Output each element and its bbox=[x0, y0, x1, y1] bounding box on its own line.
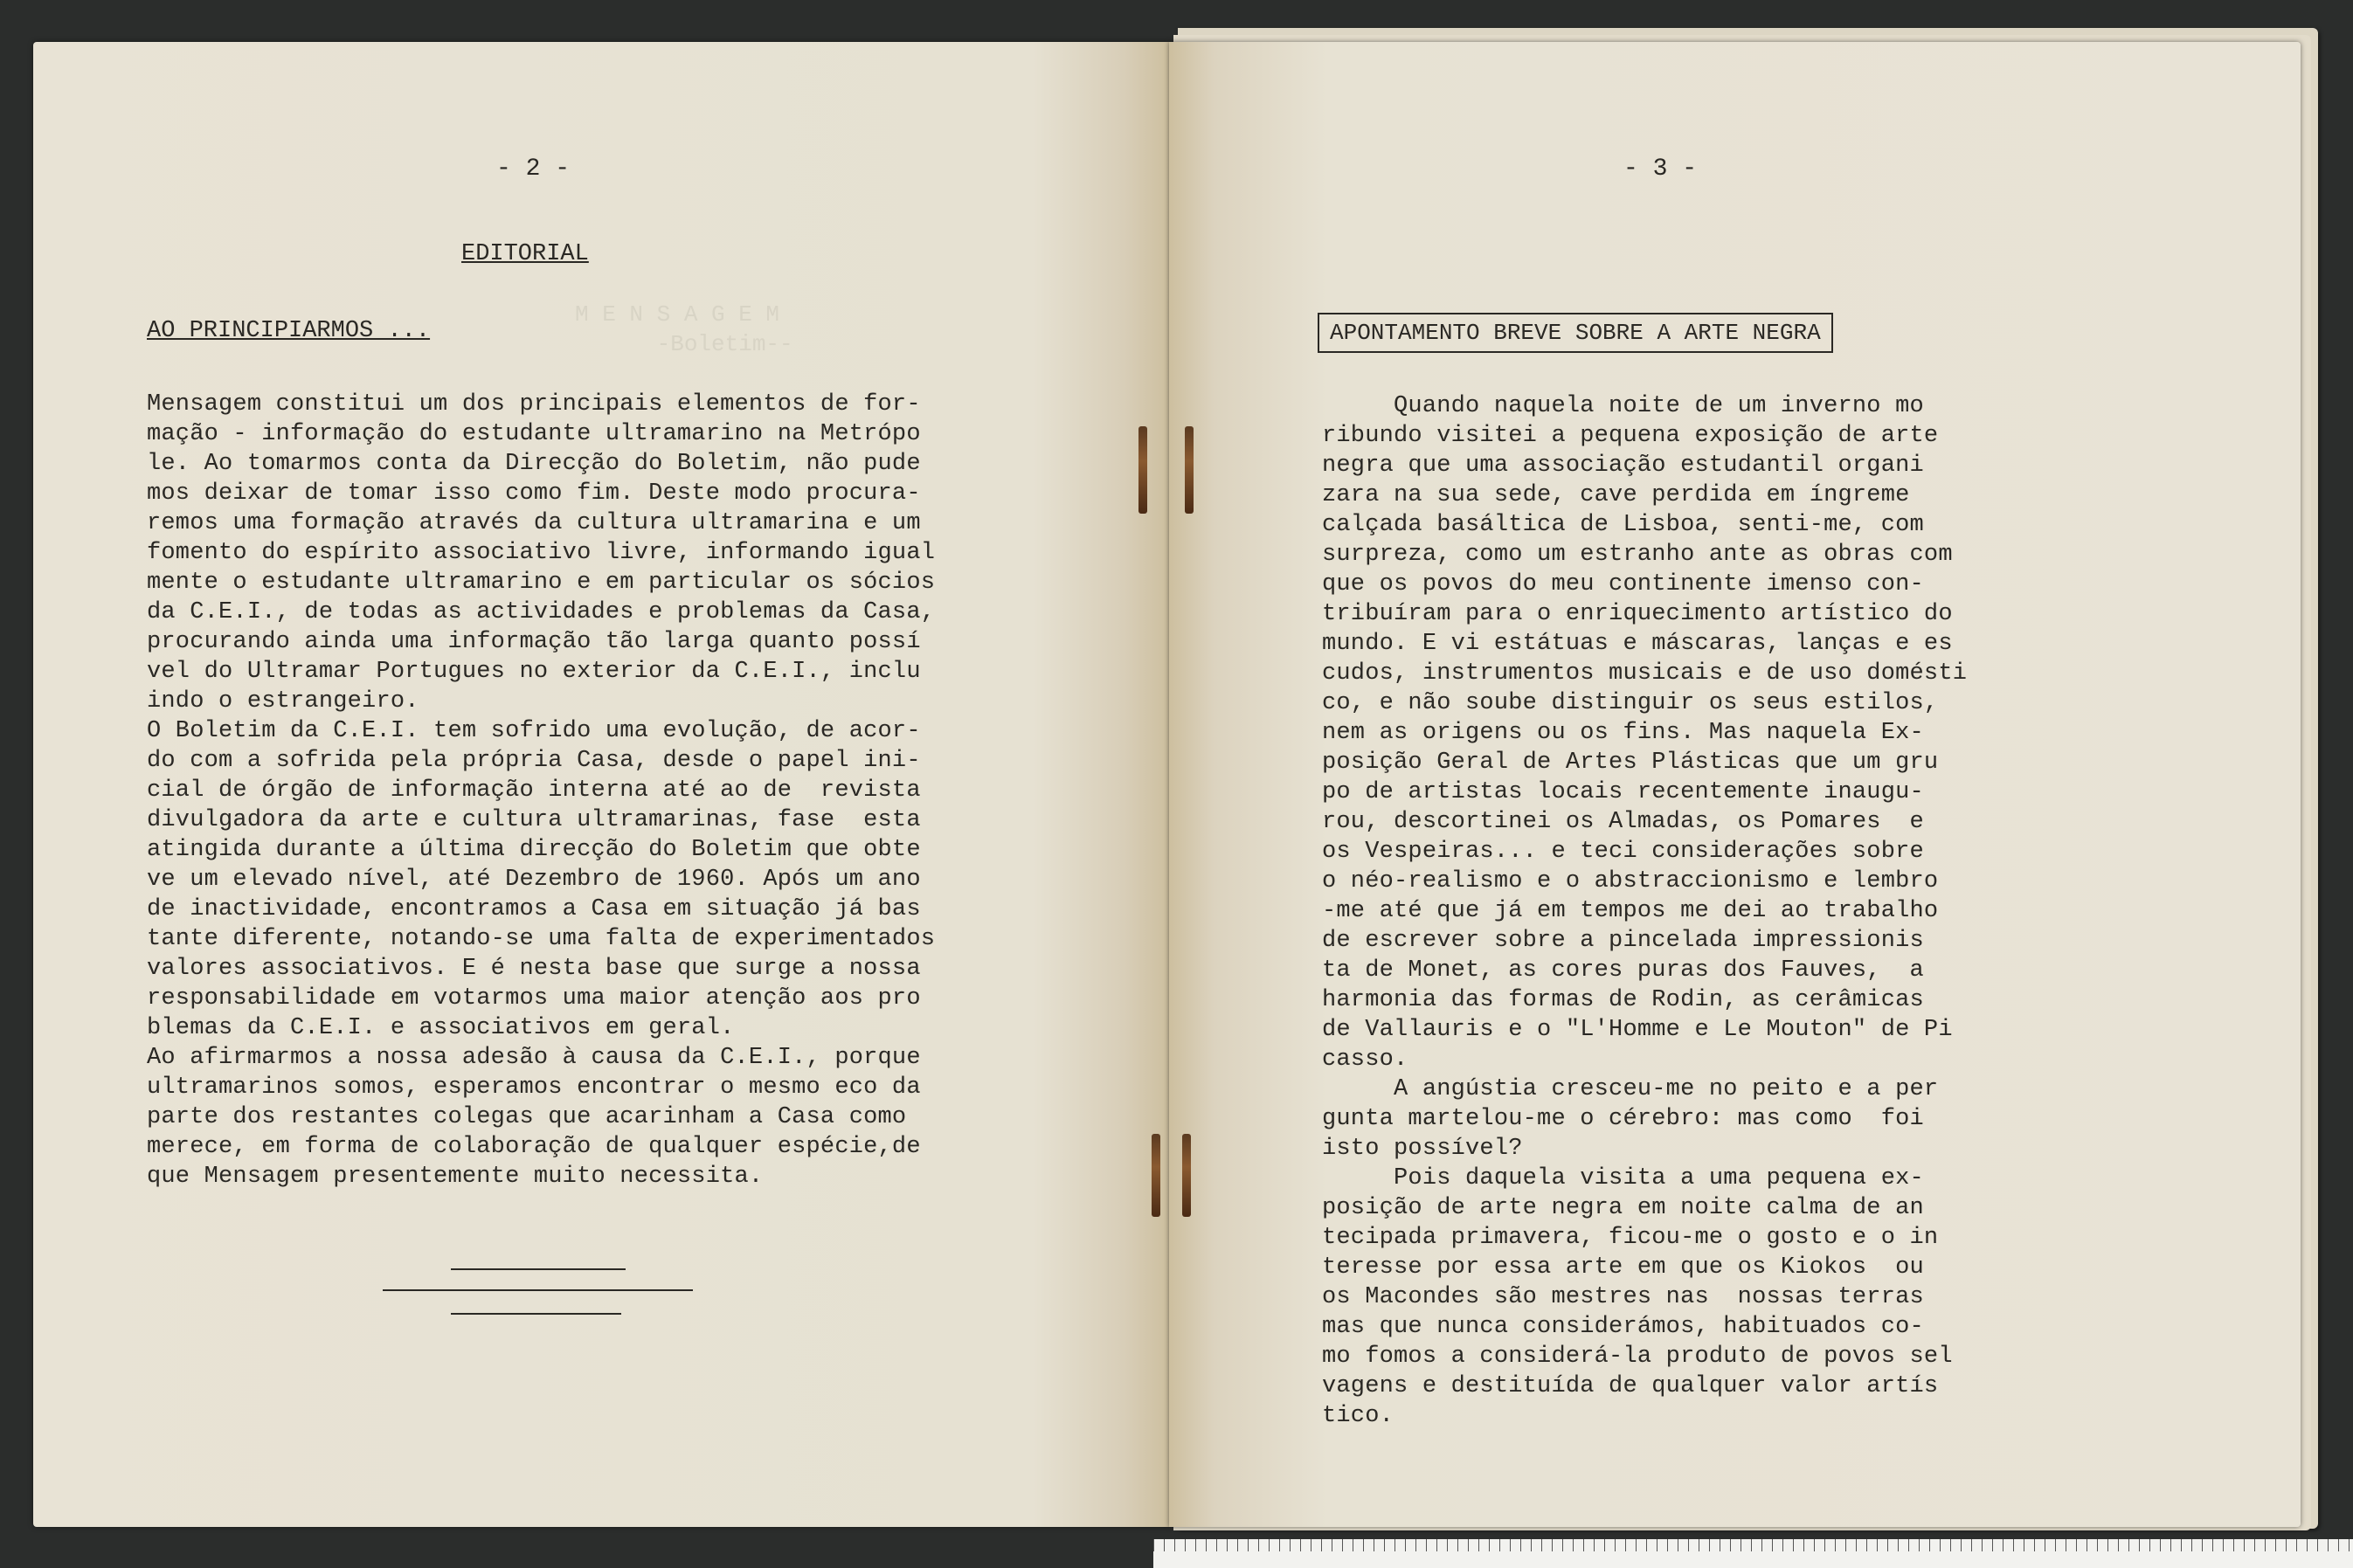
article-line: isto possível? bbox=[1322, 1136, 1523, 1162]
article-line: os Macondes são mestres nas nossas terras bbox=[1322, 1284, 1924, 1310]
left-page bbox=[33, 42, 1169, 1527]
article-line: ribundo visitei a pequena exposição de arte bbox=[1322, 423, 1939, 449]
editorial-line: O Boletim da C.E.I. tem sofrido uma evolução, de acor- bbox=[147, 718, 921, 744]
article-line: co, e não soube distinguir os seus estilos, bbox=[1322, 690, 1939, 716]
staple-bottom-left bbox=[1152, 1134, 1160, 1217]
editorial-line: tante diferente, notando-se uma falta de experimentados bbox=[147, 926, 936, 952]
editorial-line: mos deixar de tomar isso como fim. Deste modo procura- bbox=[147, 480, 921, 507]
article-line: tico. bbox=[1322, 1403, 1394, 1429]
editorial-line: do com a sofrida pela própria Casa, desde o papel ini- bbox=[147, 748, 921, 774]
editorial-line: Mensagem constitui um dos principais elementos de for- bbox=[147, 391, 921, 418]
editorial-line: ve um elevado nível, até Dezembro de 1960. Após um ano bbox=[147, 867, 921, 893]
staple-top-right bbox=[1185, 426, 1194, 514]
article-line: surpreza, como um estranho ante as obras com bbox=[1322, 542, 1953, 568]
editorial-line: fomento do espírito associativo livre, informando igual bbox=[147, 540, 936, 566]
editorial-line: cial de órgão de informação interna até ao de revista bbox=[147, 777, 921, 804]
article-line: tecipada primavera, ficou-me o gosto e o in bbox=[1322, 1225, 1939, 1251]
article-line: mundo. E vi estátuas e máscaras, lanças e es bbox=[1322, 631, 1953, 657]
article-title-box: APONTAMENTO BREVE SOBRE A ARTE NEGRA bbox=[1318, 313, 1833, 353]
article-line: mas que nunca considerámos, habituados co- bbox=[1322, 1314, 1924, 1340]
end-rule-bottom bbox=[451, 1313, 621, 1315]
article-body bbox=[1322, 391, 1967, 1431]
article-line: Quando naquela noite de um inverno mo bbox=[1322, 393, 1924, 419]
article-line: rou, descortinei os Almadas, os Pomares e bbox=[1322, 809, 1924, 835]
article-line: cudos, instrumentos musicais e de uso domésti bbox=[1322, 660, 1968, 687]
article-line: o néo-realismo e o abstraccionismo e lembro bbox=[1322, 868, 1939, 895]
article-line: harmonia das formas de Rodin, as cerâmicas bbox=[1322, 987, 1924, 1013]
editorial-line: da C.E.I., de todas as actividades e problemas da Casa, bbox=[147, 599, 936, 625]
article-line: posição Geral de Artes Plásticas que um gru bbox=[1322, 749, 1939, 776]
article-line: nem as origens ou os fins. Mas naquela Ex- bbox=[1322, 720, 1924, 746]
staple-bottom-right bbox=[1182, 1134, 1191, 1217]
article-line: zara na sua sede, cave perdida em íngreme bbox=[1322, 482, 1910, 508]
editorial-line: remos uma formação através da cultura ultramarina e um bbox=[147, 510, 921, 536]
article-line: que os povos do meu continente imenso con- bbox=[1322, 571, 1924, 597]
editorial-line: le. Ao tomarmos conta da Direcção do Boletim, não pude bbox=[147, 451, 921, 477]
article-line: vagens e destituída de qualquer valor artís bbox=[1322, 1373, 1939, 1399]
editorial-body bbox=[147, 390, 935, 1192]
article-line: gunta martelou-me o cérebro: mas como foi bbox=[1322, 1106, 1924, 1132]
bleed-through-text: M E N S A G E M -Boletim-- bbox=[575, 301, 793, 357]
editorial-title: EDITORIAL bbox=[461, 241, 589, 267]
end-rule-middle bbox=[383, 1289, 693, 1291]
article-line: -me até que já em tempos me dei ao trabalho bbox=[1322, 898, 1939, 924]
article-line: de Vallauris e o "L'Homme e Le Mouton" de Pi bbox=[1322, 1017, 1953, 1043]
editorial-line: responsabilidade em votarmos uma maior atenção aos pro bbox=[147, 985, 921, 1012]
editorial-line: ultramarinos somos, esperamos encontrar o mesmo eco da bbox=[147, 1074, 921, 1101]
editorial-line: mente o estudante ultramarino e em particular os sócios bbox=[147, 570, 936, 596]
article-line: de escrever sobre a pincelada impressionis bbox=[1322, 928, 1924, 954]
article-line: po de artistas locais recentemente inaugu- bbox=[1322, 779, 1924, 805]
document-spread bbox=[33, 42, 2322, 1546]
measurement-ruler bbox=[1153, 1539, 2353, 1568]
editorial-line: Ao afirmarmos a nossa adesão à causa da C.E.I., porque bbox=[147, 1045, 921, 1071]
article-line: Pois daquela visita a uma pequena ex- bbox=[1322, 1165, 1924, 1192]
editorial-line: blemas da C.E.I. e associativos em geral. bbox=[147, 1015, 735, 1041]
editorial-line: procurando ainda uma informação tão larga quanto possí bbox=[147, 629, 921, 655]
editorial-line: merece, em forma de colaboração de qualquer espécie,de bbox=[147, 1134, 921, 1160]
editorial-line: divulgadora da arte e cultura ultramarinas, fase esta bbox=[147, 807, 921, 833]
page-number-3: - 3 - bbox=[1623, 155, 1698, 183]
editorial-line: indo o estrangeiro. bbox=[147, 688, 419, 715]
article-line: mo fomos a considerá-la produto de povos sel bbox=[1322, 1344, 1953, 1370]
editorial-heading: AO PRINCIPIARMOS ... bbox=[147, 318, 431, 344]
page-number-2: - 2 - bbox=[496, 155, 571, 183]
editorial-line: atingida durante a última direcção do Boletim que obte bbox=[147, 837, 921, 863]
editorial-line: mação - informação do estudante ultramarino na Metrópo bbox=[147, 421, 921, 447]
staple-top-left bbox=[1138, 426, 1147, 514]
article-line: teresse por essa arte em que os Kiokos ou bbox=[1322, 1254, 1924, 1281]
ruler-ticks bbox=[1153, 1539, 2353, 1551]
article-line: ta de Monet, as cores puras dos Fauves, a bbox=[1322, 957, 1924, 984]
article-line: calçada basáltica de Lisboa, senti-me, com bbox=[1322, 512, 1924, 538]
editorial-line: de inactividade, encontramos a Casa em situação já bas bbox=[147, 896, 921, 922]
article-line: casso. bbox=[1322, 1046, 1408, 1073]
editorial-line: que Mensagem presentemente muito necessita. bbox=[147, 1164, 764, 1190]
right-page bbox=[1169, 42, 2301, 1527]
article-line: tribuíram para o enriquecimento artístico do bbox=[1322, 601, 1953, 627]
article-line: negra que uma associação estudantil organi bbox=[1322, 452, 1924, 479]
editorial-line: parte dos restantes colegas que acarinham a Casa como bbox=[147, 1104, 907, 1130]
article-line: posição de arte negra em noite calma de an bbox=[1322, 1195, 1924, 1221]
end-rule-top bbox=[451, 1268, 626, 1270]
article-line: os Vespeiras... e teci considerações sobre bbox=[1322, 839, 1924, 865]
editorial-line: vel do Ultramar Portugues no exterior da C.E.I., inclu bbox=[147, 659, 921, 685]
article-line: A angústia cresceu-me no peito e a per bbox=[1322, 1076, 1939, 1102]
editorial-line: valores associativos. E é nesta base que surge a nossa bbox=[147, 956, 921, 982]
